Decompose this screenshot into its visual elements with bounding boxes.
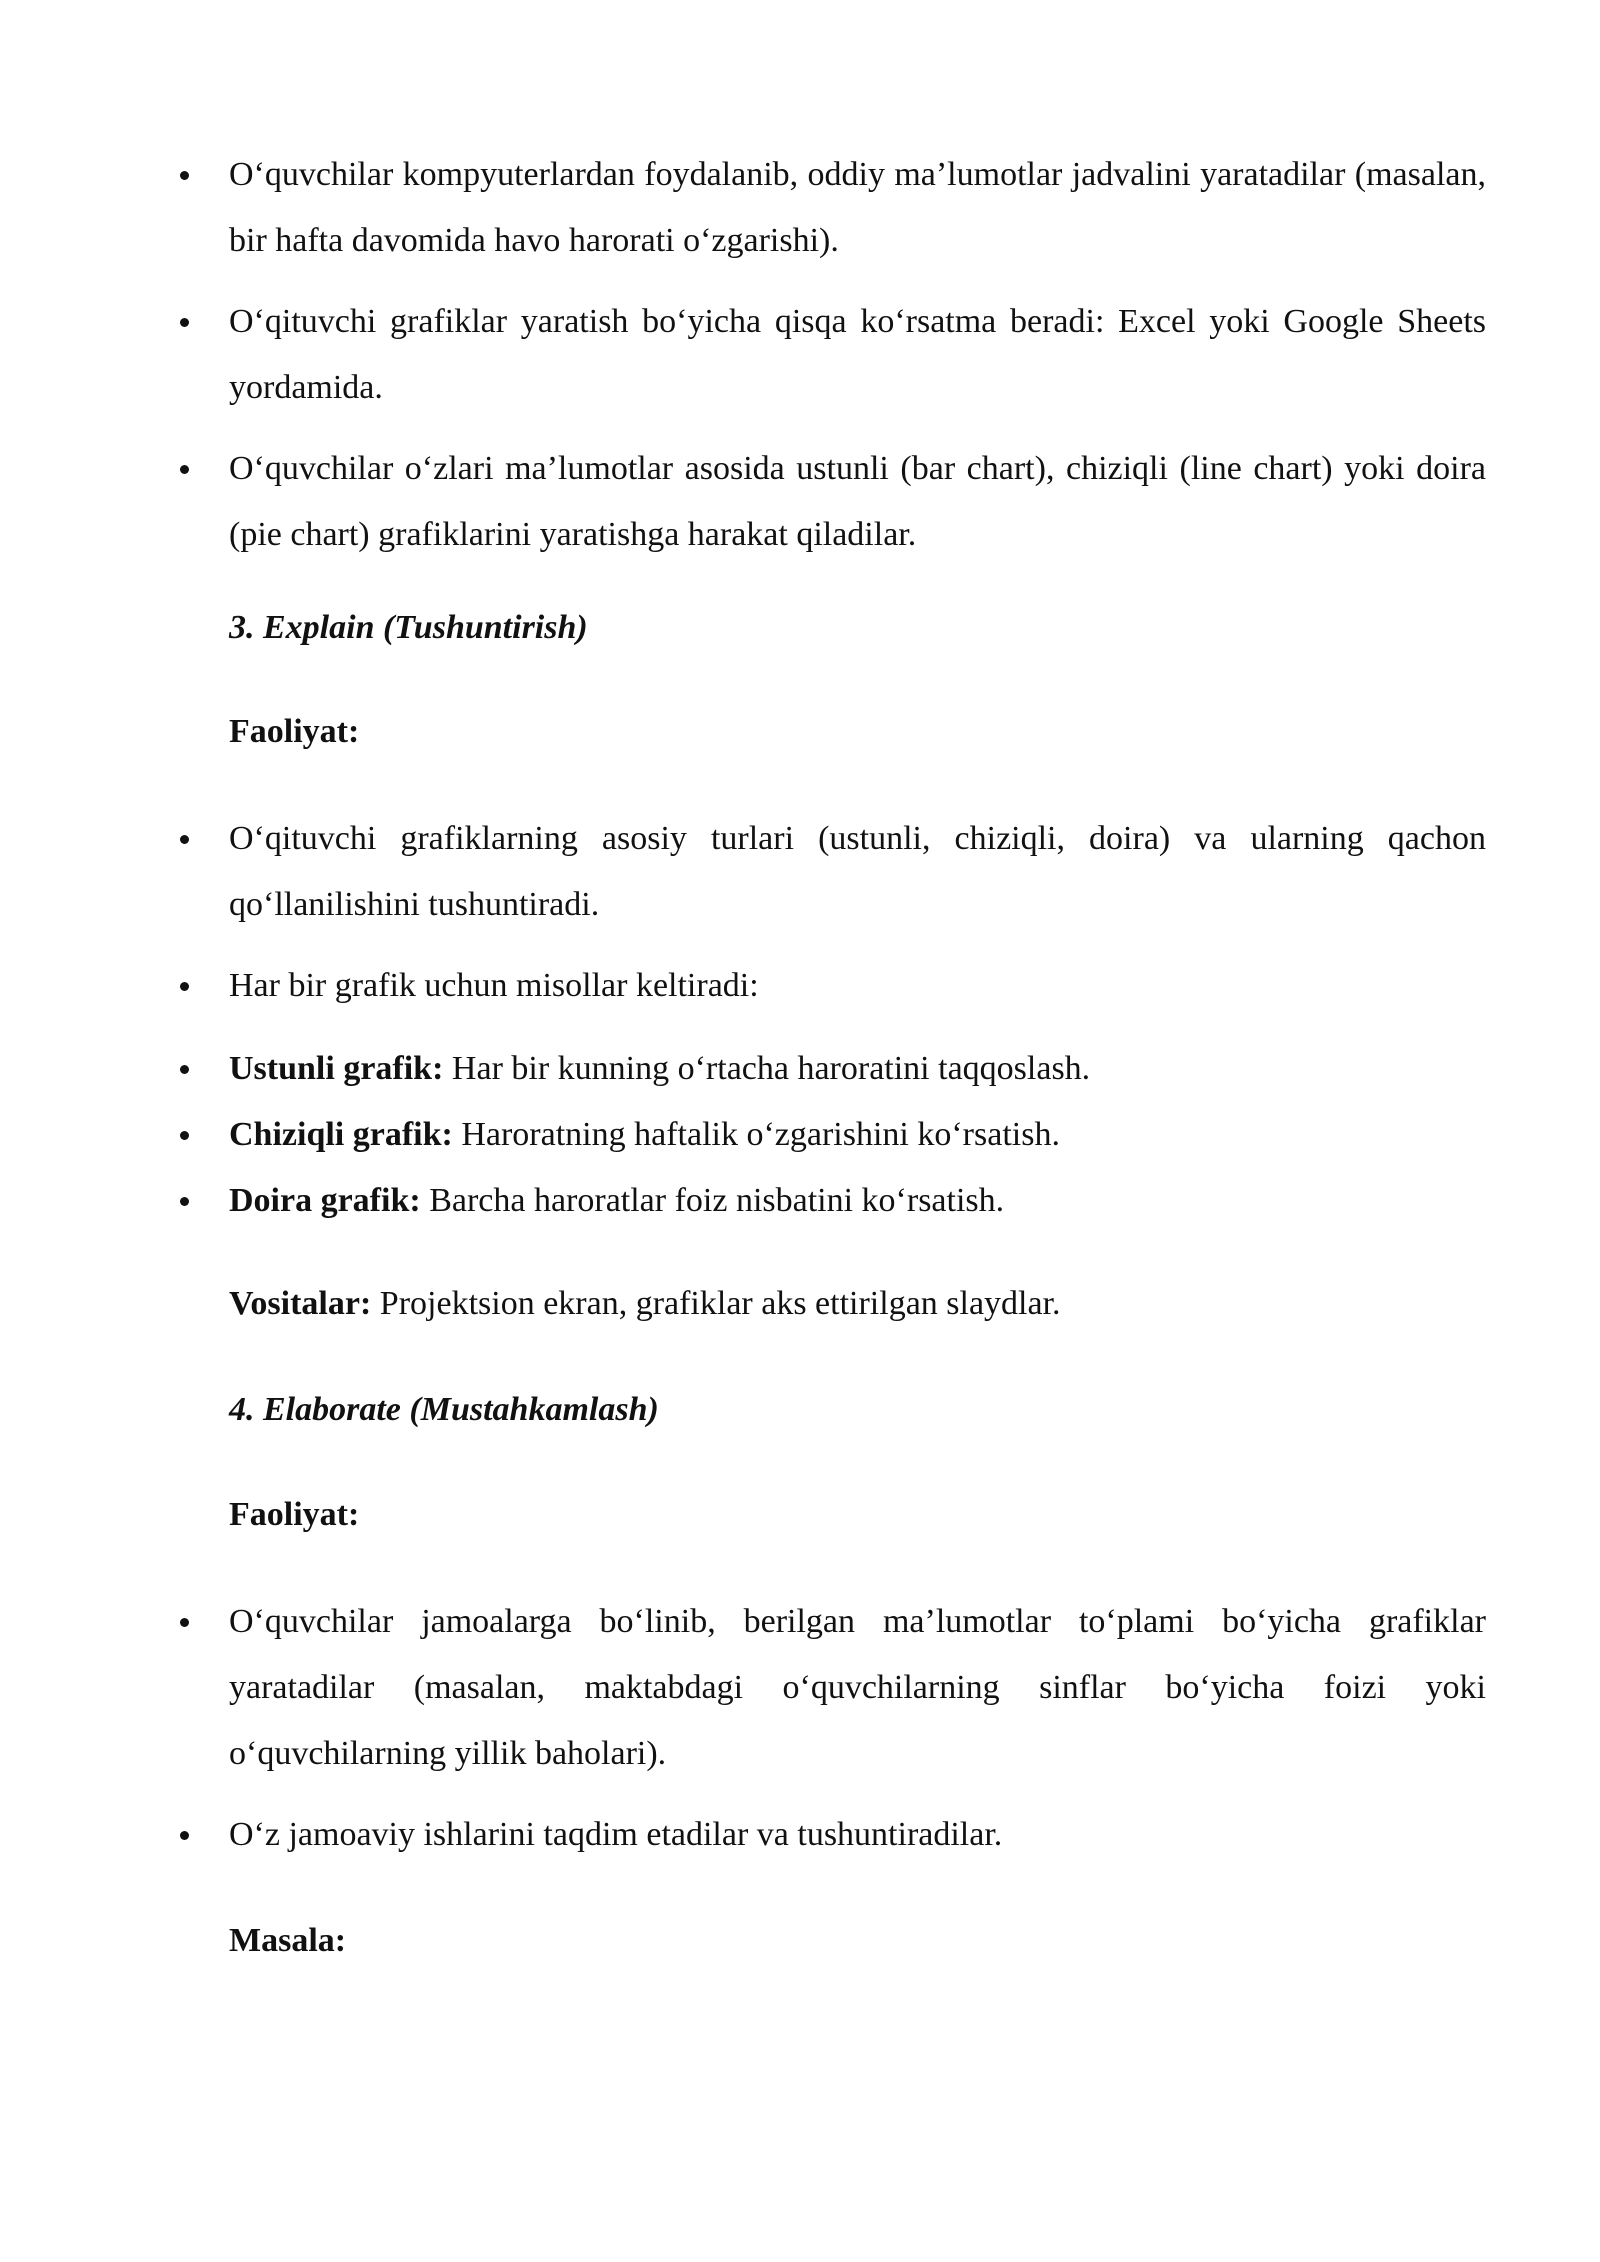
example-desc: Barcha haroratlar foiz nisbatini ko‘rsatish. — [420, 1182, 1005, 1219]
example-term: Chiziqli grafik: — [229, 1116, 453, 1153]
list-item — [229, 1102, 1486, 1168]
list-item: Har bir grafik uchun misollar keltiradi: — [229, 953, 1486, 1019]
tools-paragraph — [229, 1280, 1486, 1328]
example-desc: Har bir kunning o‘rtacha haroratini taqqoslash. — [443, 1050, 1091, 1087]
example-term: Ustunli grafik: — [229, 1050, 444, 1087]
explain-bullet-list — [229, 806, 1486, 1019]
list-item: O‘qituvchi grafiklar yaratish bo‘yicha qisqa ko‘rsatma beradi: Excel yoki Google Sheets yordamida. — [229, 289, 1486, 421]
section-heading-explain: 3. Explain (Tushuntirish) — [229, 609, 588, 646]
list-item — [229, 1036, 1486, 1102]
list-item: O‘qituvchi grafiklarning asosiy turlari (ustunli, chiziqli, doira) va ularning qachon qo‘llanilishini tushuntiradi. — [229, 806, 1486, 938]
section-heading-elaborate: 4. Elaborate (Mustahkamlash) — [229, 1391, 659, 1428]
activity-label-elaborate: Faoliyat: — [229, 1496, 360, 1533]
intro-bullet-list — [229, 142, 1486, 568]
activity-label-explain: Faoliyat: — [229, 713, 360, 750]
list-item — [229, 1168, 1486, 1234]
list-item: O‘quvchilar kompyuterlardan foydalanib, oddiy ma’lumotlar jadvalini yaratadilar (masalan, bir hafta davomida havo harorati o‘zgarishi). — [229, 142, 1486, 274]
problem-label: Masala: — [229, 1922, 347, 1959]
tools-label: Vositalar: — [229, 1285, 372, 1322]
tools-text: Projektsion ekran, grafiklar aks ettirilgan slaydlar. — [371, 1285, 1061, 1322]
list-item: O‘quvchilar o‘zlari ma’lumotlar asosida ustunli (bar chart), chiziqli (line chart) yoki doira (pie chart) grafiklarini yaratishga harakat qiladilar. — [229, 436, 1486, 568]
graph-examples-list — [229, 1036, 1486, 1234]
list-item: O‘z jamoaviy ishlarini taqdim etadilar va tushuntiradilar. — [229, 1802, 1486, 1868]
elaborate-bullet-list — [229, 1589, 1486, 1868]
example-term: Doira grafik: — [229, 1182, 421, 1219]
example-desc: Haroratning haftalik o‘zgarishini ko‘rsatish. — [452, 1116, 1060, 1153]
list-item: O‘quvchilar jamoalarga bo‘linib, berilgan ma’lumotlar to‘plami bo‘yicha grafiklar yaratadilar (masalan, maktabdagi o‘quvchilarning sinflar bo‘yicha foizi yoki o‘quvchilarning yillik baholari). — [229, 1589, 1486, 1787]
